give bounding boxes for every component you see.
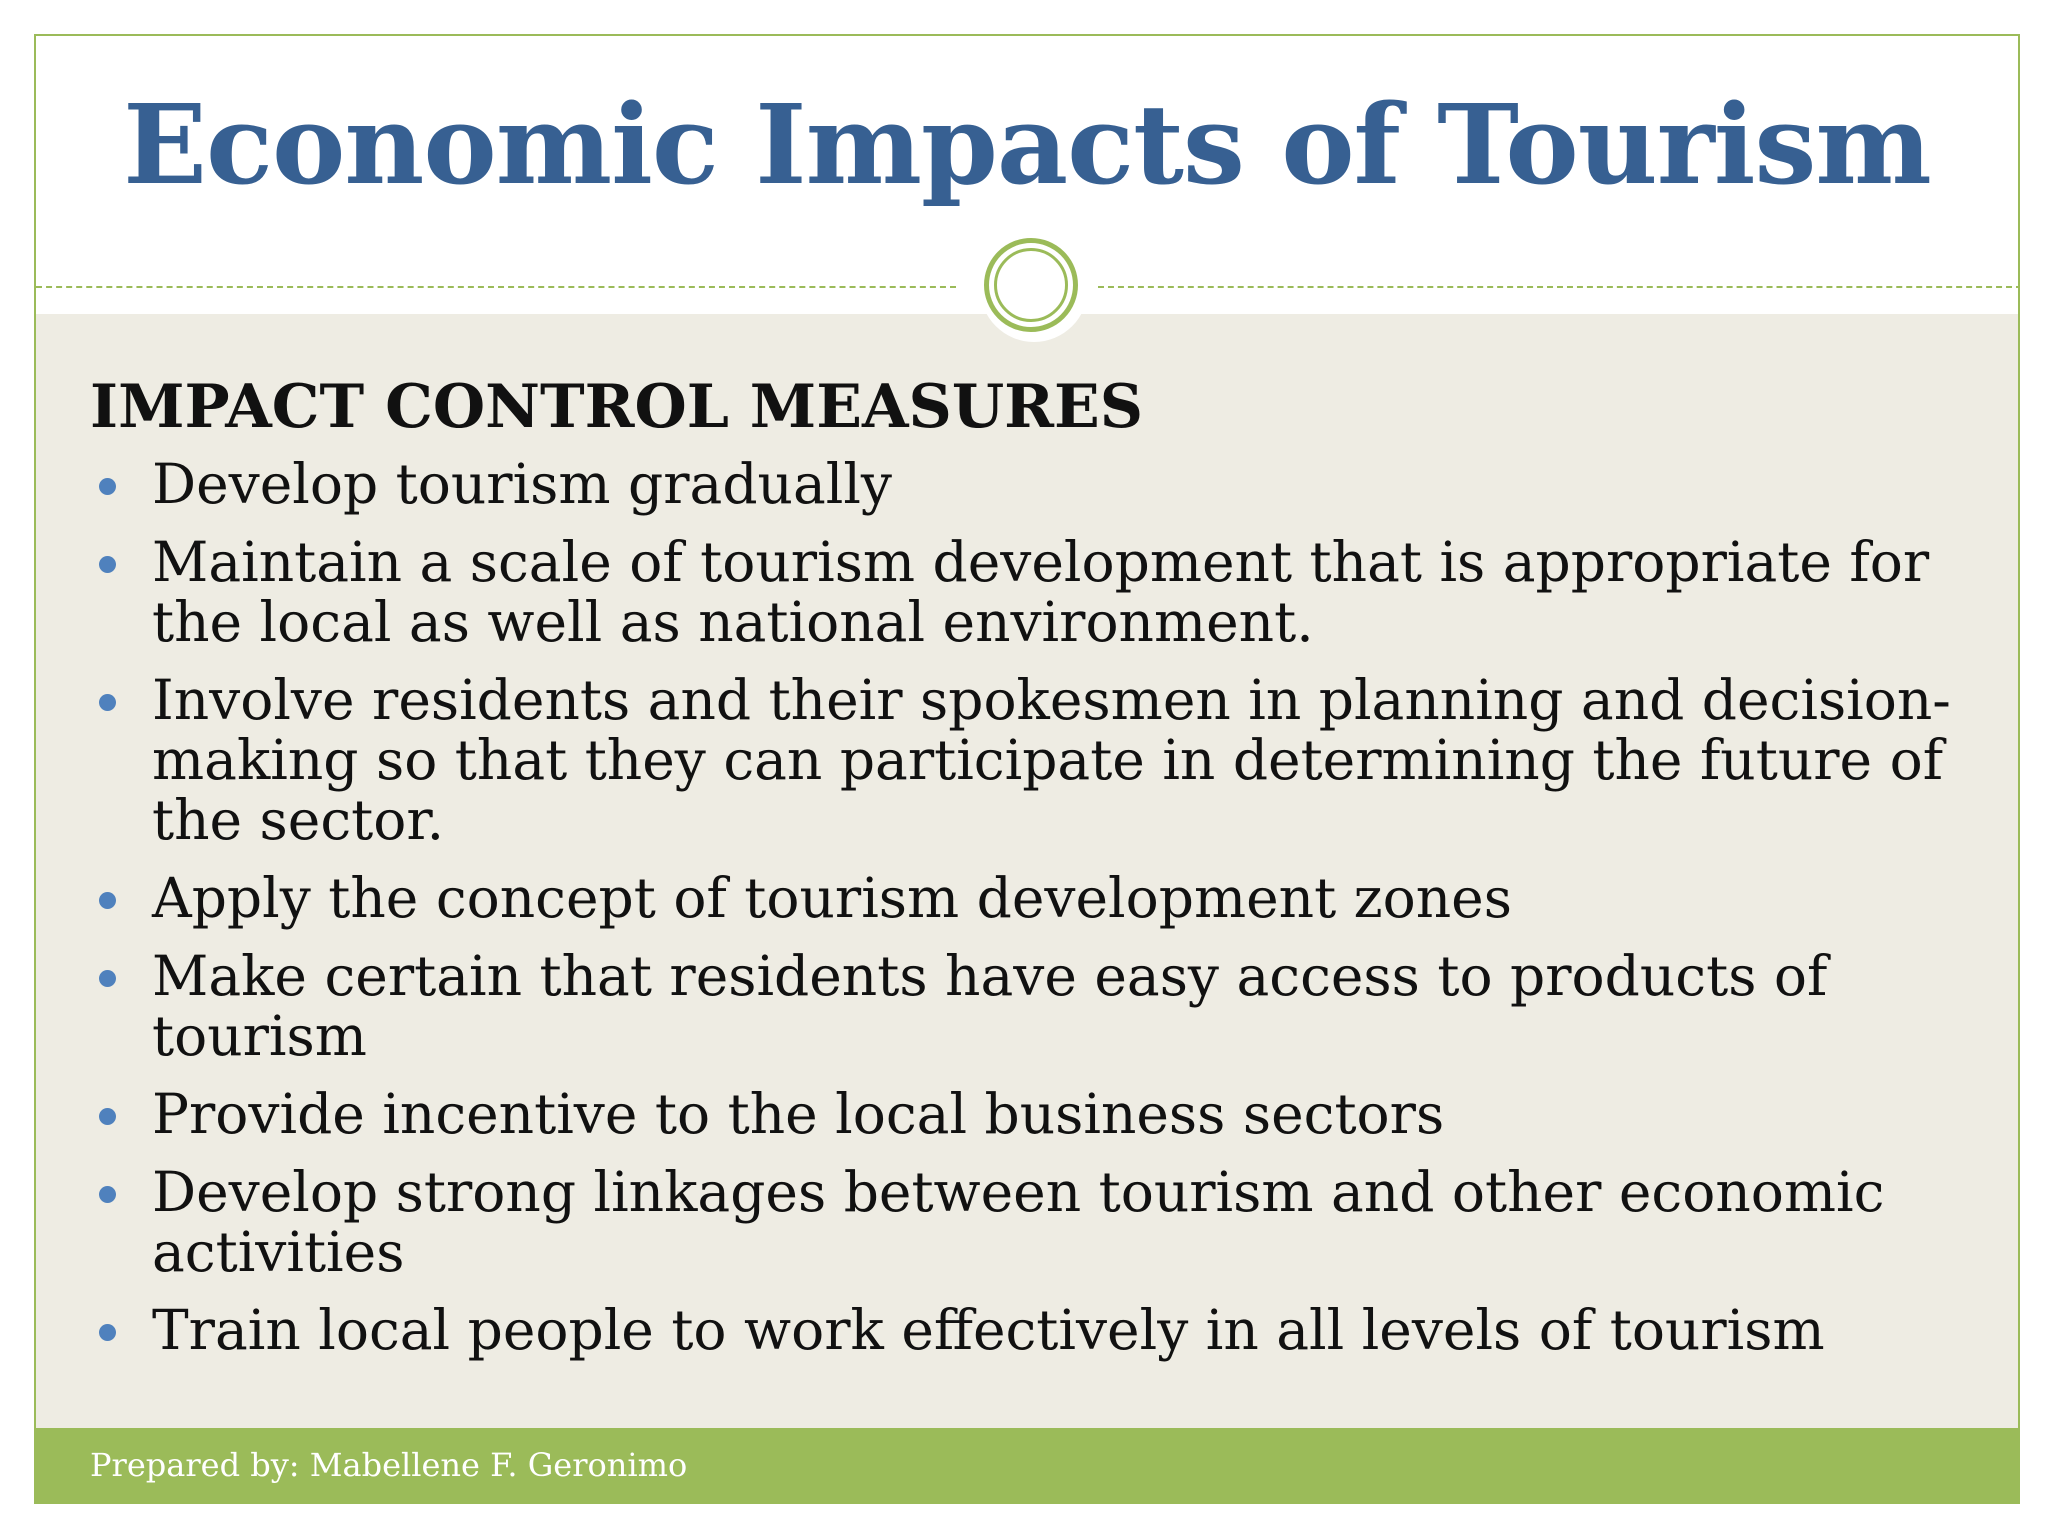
inner-ring — [994, 248, 1068, 322]
bullet-item — [90, 670, 1980, 850]
bullet-dot-icon — [99, 892, 116, 909]
bullet-item — [90, 946, 1980, 1066]
bullet-dot-icon — [99, 1108, 116, 1125]
bullet-dot-icon — [99, 478, 116, 495]
bullet-list — [90, 454, 1980, 1378]
slide — [34, 34, 2020, 1504]
bullet-item — [90, 532, 1980, 652]
slide-title: Economic Impacts of Tourism — [123, 80, 1931, 209]
bullet-item — [90, 454, 1980, 514]
bullet-text: Develop tourism gradually — [152, 452, 893, 516]
bullet-dot-icon — [99, 1324, 116, 1341]
bullet-item — [90, 1300, 1980, 1360]
bullet-text: Train local people to work effectively in all levels of tourism — [152, 1298, 1825, 1362]
bullet-item — [90, 1084, 1980, 1144]
bullet-dot-icon — [99, 1186, 116, 1203]
divider-line-right — [1098, 286, 2020, 288]
double-circle-icon — [980, 234, 1088, 342]
bullet-dot-icon — [99, 694, 116, 711]
bullet-text: Involve residents and their spokesmen in planning and decision-making so that they can participate in determining the future of the sector. — [152, 668, 1951, 852]
footer-bar — [36, 1428, 2018, 1502]
bullet-text: Make certain that residents have easy access to products of tourism — [152, 944, 1828, 1068]
bullet-text: Apply the concept of tourism development zones — [152, 866, 1512, 930]
divider-line-left — [36, 286, 956, 288]
bullet-text: Develop strong linkages between tourism and other economic activities — [152, 1160, 1885, 1284]
bullet-text: Maintain a scale of tourism development that is appropriate for the local as well as national environment. — [152, 530, 1930, 654]
bullet-text: Provide incentive to the local business sectors — [152, 1082, 1445, 1146]
content-area — [36, 314, 2018, 1432]
bullet-item — [90, 1162, 1980, 1282]
bullet-dot-icon — [99, 970, 116, 987]
footer-credit: Prepared by: Mabellene F. Geronimo — [90, 1446, 688, 1484]
bullet-item — [90, 868, 1980, 928]
content-heading: IMPACT CONTROL MEASURES — [90, 372, 1144, 442]
bullet-dot-icon — [99, 556, 116, 573]
